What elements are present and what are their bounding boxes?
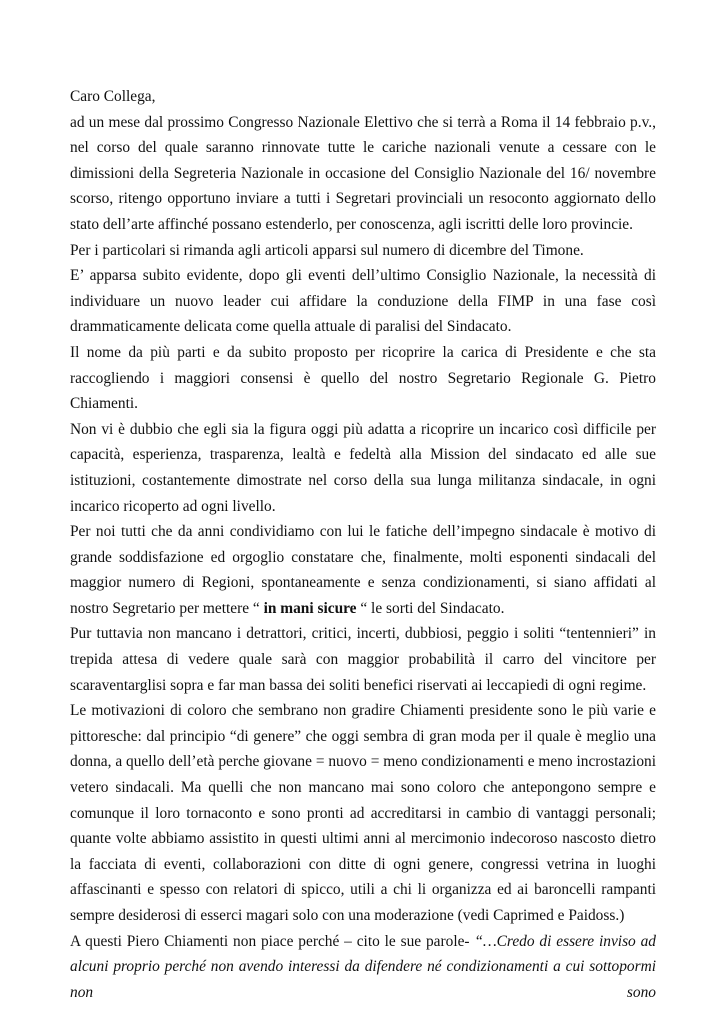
letter-body [70,84,656,1005]
quote-lead-in: A questi Piero Chiamenti non piace perché – cito le sue parole- [70,932,475,950]
paragraph-timone-reference: Per i particolari si rimanda agli articoli apparsi sul numero di dicembre del Timone. [70,241,584,259]
paragraph-motivations: Le motivazioni di coloro che sembrano non gradire Chiamenti presidente sono le più varie e pittoresche: dal principio “di genere” che oggi sembra di gran moda per il quale è meglio una donna, a quello dell’età perche giovane = nuovo = meno condizionamenti e meno incrostazioni vetero sindacali. Ma quelli che non mancano mai sono coloro che antepongono sempre e comunque il loro tornaconto e sono pronti ad accreditarsi in cambio di vantaggi personali; quante volte abbiamo assistito in questi ultimi anni al mercimonio indecoroso nascosto dietro la facciata di eventi, collaborazioni con ditte di ogni genere, congressi vetrina in luoghi affascinanti e spesso con relatori di spicco, utili a chi li organizza ed ai baroncelli rampanti sempre desiderosi di esserci magari solo con una moderazione (vedi Caprimed e Paidoss.) [70,702,656,924]
paragraph-candidate-qualities: Non vi è dubbio che egli sia la figura oggi più adatta a ricoprire un incarico così difficile per capacità, esperienza, trasparenza, lealtà e fedeltà alla Mission del sindacato ed alle sue istituzioni, costantemente dimostrate nel corso della sua lunga militanza sindacale, in ogni incarico ricoperto ad ogni livello. [70,420,656,515]
paragraph-candidate-name: Il nome da più parti e da subito proposto per ricoprire la carica di Presidente e che sta raccogliendo i maggiori consensi è quello del nostro Segretario Regionale G. Pietro Chiamenti. [70,343,656,413]
paragraph-congress-intro: ad un mese dal prossimo Congresso Nazionale Elettivo che si terrà a Roma il 14 febbraio p.v., nel corso del quale saranno rinnovate tutte le cariche nazionali venute a cessare con le dimissioni della Segreteria Nazionale in occasione del Consiglio Nazionale del 16/ novembre scorso, ritengo opportuno inviare a tutti i Segretari provinciali un resoconto aggiornato dello stato dell’arte affinché possano estenderlo, per conoscenza, agli iscritti delle loro provincie. [70,113,656,233]
paragraph-new-leader: E’ apparsa subito evidente, dopo gli eventi dell’ultimo Consiglio Nazionale, la necessità di individuare un nuovo leader cui affidare la conduzione della FIMP in una fase così drammaticamente delicata come quella attuale di paralisi del Sindacato. [70,267,656,336]
support-text-end: “ le sorti del Sindacato. [356,599,505,617]
bold-phrase: in mani sicure [263,599,357,617]
letter-salutation: Caro Collega, [70,88,156,105]
paragraph-quote-intro [70,929,656,1006]
paragraph-regional-support [70,519,656,621]
support-text-start: Per noi tutti che da anni condividiamo con lui le fatiche dell’impegno sindacale è motivo di grande soddisfazione ed orgoglio constatare che, finalmente, molti esponenti sindacali del maggior numero di Regioni, spontaneamente e senza condizionamenti, si siano affidati al nostro Segretario per mettere “ [70,523,656,617]
italic-quote: “…Credo di essere inviso ad alcuni proprio perché non avendo interessi da difendere né condizionamenti a cui sottopormi non sono [70,932,657,1001]
paragraph-detractors: Pur tuttavia non mancano i detrattori, critici, incerti, dubbiosi, peggio i soliti “tentennieri” in trepida attesa di vedere quale sarà con maggior probabilità il carro del vincitore per scaraventarglisi sopra e far man bassa dei soliti benefici riservati ai leccapiedi di ogni regime. [70,625,656,694]
